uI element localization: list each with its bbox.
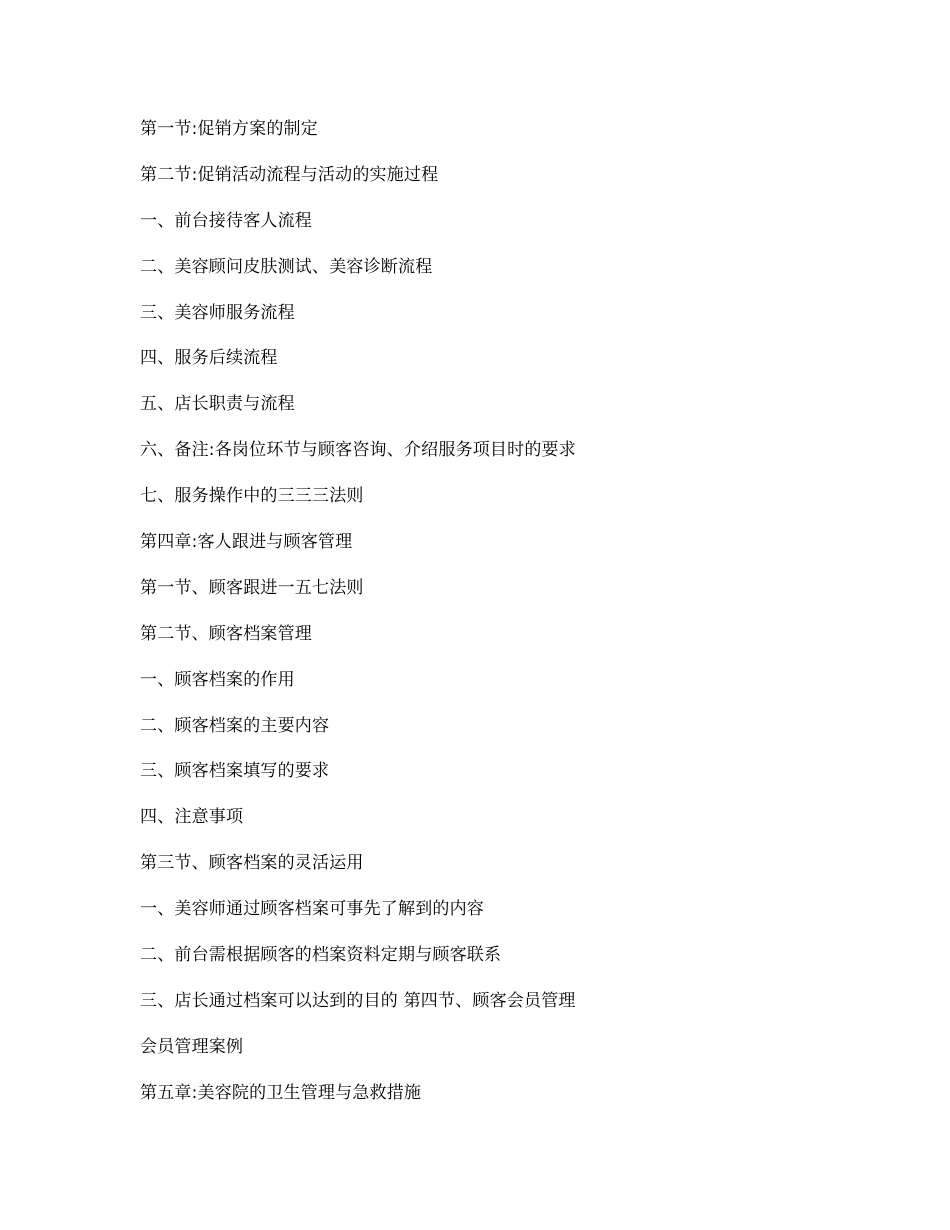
toc-line: 第五章:美容院的卫生管理与急救措施 [140,1082,422,1103]
toc-line: 二、顾客档案的主要内容 [140,715,330,736]
table-of-contents [140,116,840,1126]
toc-line: 第二节、顾客档案管理 [140,623,312,644]
toc-line: 一、顾客档案的作用 [140,669,295,690]
toc-line: 会员管理案例 [140,1036,244,1057]
toc-line: 四、服务后续流程 [140,348,278,369]
toc-line: 第二节:促销活动流程与活动的实施过程 [140,164,439,185]
toc-line: 第三节、顾客档案的灵活运用 [140,853,364,874]
toc-line: 第一节、顾客跟进一五七法则 [140,577,364,598]
toc-line: 一、前台接待客人流程 [140,210,312,231]
toc-line: 一、美容师通过顾客档案可事先了解到的内容 [140,899,484,920]
toc-line: 三、店长通过档案可以达到的目的 第四节、顾客会员管理 [140,990,576,1011]
toc-line: 第四章:客人跟进与顾客管理 [140,532,353,553]
toc-line: 第一节:促销方案的制定 [140,119,318,139]
toc-line: 四、注意事项 [140,807,244,828]
toc-line: 二、前台需根据顾客的档案资料定期与顾客联系 [140,945,502,966]
toc-line: 三、顾客档案填写的要求 [140,761,330,782]
toc-line: 三、美容师服务流程 [140,302,295,323]
toc-line: 六、备注:各岗位环节与顾客咨询、介绍服务项目时的要求 [140,440,576,461]
toc-line: 七、服务操作中的三三三法则 [140,486,364,507]
toc-line: 二、美容顾问皮肤测试、美容诊断流程 [140,256,433,277]
toc-line: 五、店长职责与流程 [140,394,295,415]
